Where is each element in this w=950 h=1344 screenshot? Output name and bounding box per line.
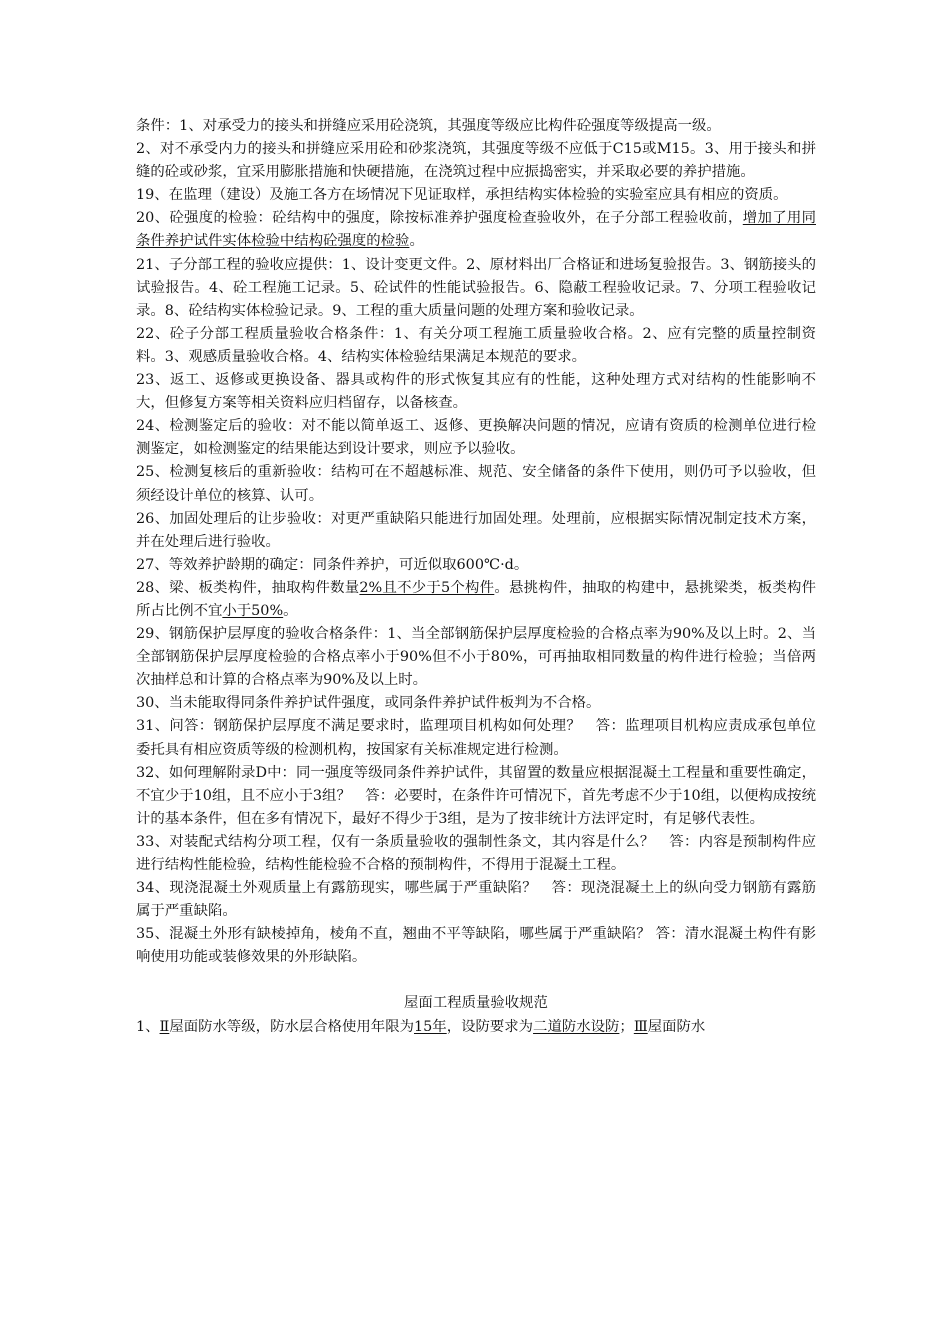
text-run: 。悬挑构件，抽取的构建中，悬挑梁类，板类构件所占比例不宜	[136, 579, 816, 619]
text-run: 屋面防水	[647, 1018, 706, 1035]
paragraph	[136, 577, 816, 623]
text-run: 28、梁、板类构件，抽取构件数量	[136, 579, 360, 596]
paragraph: 19、在监理（建设）及施工各方在场情况下见证取样，承担结构实体检验的实验室应具有相应的资质。	[136, 187, 788, 204]
text-run: ；	[619, 1018, 634, 1035]
paragraph: 2、对不承受内力的接头和拼缝应采用砼和砂浆浇筑，其强度等级不应低于C15或M15。3、用于接头和拼缝的砼或砂浆，宜采用膨胀措施和快硬措施，在浇筑过程中应振捣密实，并采取必要的养护措施。	[136, 141, 816, 181]
paragraph	[136, 1016, 816, 1039]
paragraph: 32、如何理解附录D中：同一强度等级同条件养护试件，其留置的数量应根据混凝土工程量和重要性确定，不宜少于10组，且不应小于3组？ 答：必要时，在条件许可情况下，首先考虑不少于10组，以便构成按统计的基本条件，但在多有情况下，最好不得少于3组，是为了按非统计方法评定时，有足够代表性。	[136, 764, 816, 827]
underlined-text: 15年	[413, 1018, 447, 1035]
text-run: 20、砼强度的检验：砼结构中的强度，除按标准养护强度检查验收外，在子分部工程验收前，	[136, 210, 743, 227]
paragraph: 33、对装配式结构分项工程，仅有一条质量验收的强制性条文，其内容是什么？ 答：内容是预制构件应进行结构性能检验，结构性能检验不合格的预制构件，不得用于混凝土工程。	[136, 833, 816, 873]
paragraph: 26、加固处理后的让步验收：对更严重缺陷只能进行加固处理。处理前，应根据实际情况制定技术方案，并在处理后进行验收。	[136, 510, 816, 550]
text-run: 。	[283, 602, 298, 619]
paragraph: 24、检测鉴定后的验收：对不能以简单返工、返修、更换解决问题的情况，应请有资质的检测单位进行检测鉴定，如检测鉴定的结果能达到设计要求，则应予以验收。	[136, 418, 816, 458]
underlined-text: 小于50%	[222, 602, 284, 619]
underlined-text: 二道防水设防	[533, 1018, 620, 1035]
paragraph: 30、当未能取得同条件养护试件强度，或同条件养护试件板判为不合格。	[136, 695, 601, 712]
document-page	[136, 115, 816, 1039]
paragraph: 29、钢筋保护层厚度的验收合格条件：1、当全部钢筋保护层厚度检验的合格点率为90%及以上时。2、当全部钢筋保护层厚度检验的合格点率小于90%但不小于80%，可再抽取相同数量的构件进行检验；当倍两次抽样总和计算的合格点率为90%及以上时。	[136, 626, 816, 689]
paragraph: 21、子分部工程的验收应提供：1、设计变更文件。2、原材料出厂合格证和进场复验报告。3、钢筋接头的试验报告。4、砼工程施工记录。5、砼试件的性能试验报告。6、隐蔽工程验收记录。7、分项工程验收记录。8、砼结构实体检验记录。9、工程的重大质量问题的处理方案和验收记录。	[136, 256, 816, 319]
paragraph: 条件：1、对承受力的接头和拼缝应采用砼浇筑，其强度等级应比构件砼强度等级提高一级。	[136, 118, 721, 134]
text-run: 。	[409, 233, 424, 250]
paragraph: 27、等效养护龄期的确定：同条件养护，可近似取600℃·d。	[136, 556, 529, 573]
text-run: 屋面防水等级，防水层合格使用年限为	[169, 1018, 414, 1035]
underlined-text: 增加了用同条件养护试件实体检验中结构砼强度的检验	[136, 210, 816, 250]
underlined-text: Ⅱ	[159, 1018, 170, 1035]
paragraph	[136, 207, 816, 253]
paragraph: 25、检测复核后的重新验收：结构可在不超越标准、规范、安全储备的条件下使用，则仍可予以验收，但须经设计单位的核算、认可。	[136, 464, 816, 504]
paragraph: 23、返工、返修或更换设备、器具或构件的形式恢复其应有的性能，这种处理方式对结构的性能影响不大，但修复方案等相关资料应归档留存，以备核查。	[136, 372, 816, 412]
text-run: 1、	[136, 1018, 160, 1035]
paragraph: 31、问答：钢筋保护层厚度不满足要求时，监理项目机构如何处理？ 答：监理项目机构应责成承包单位委托具有相应资质等级的检测机构，按国家有关标准规定进行检测。	[136, 718, 816, 758]
section-title: 屋面工程质量验收规范	[404, 995, 548, 1012]
underlined-text: 2%且不少于5个构件	[359, 579, 495, 596]
text-run: ，设防要求为	[446, 1018, 534, 1035]
paragraph: 34、现浇混凝土外观质量上有露筋现实，哪些属于严重缺陷？ 答：现浇混凝土上的纵向受力钢筋有露筋属于严重缺陷。	[136, 880, 816, 920]
underlined-text: Ⅲ	[633, 1018, 648, 1035]
paragraph: 22、砼子分部工程质量验收合格条件：1、有关分项工程施工质量验收合格。2、应有完整的质量控制资料。3、观感质量验收合格。4、结构实体检验结果满足本规范的要求。	[136, 325, 816, 365]
paragraph: 35、混凝土外形有缺棱掉角，棱角不直，翘曲不平等缺陷，哪些属于严重缺陷？ 答：清水混凝土构件有影响使用功能或装修效果的外形缺陷。	[136, 926, 816, 966]
